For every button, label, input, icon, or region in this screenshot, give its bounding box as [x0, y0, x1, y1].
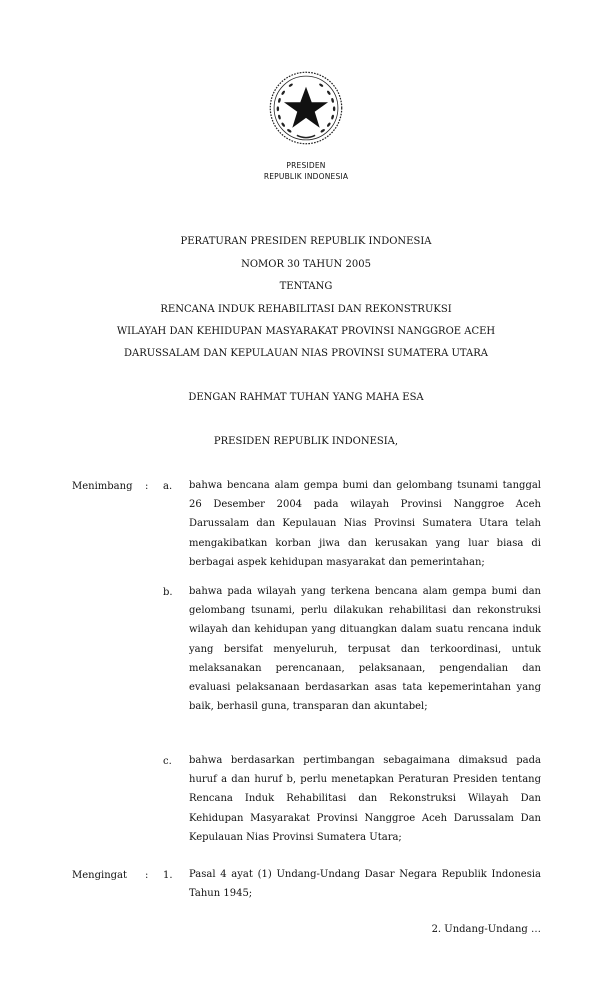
mengingat-colon: : — [145, 870, 149, 881]
menimbang-item-text: bahwa bencana alam gempa bumi dan gelombang tsunami tanggal 26 Desember 2004 pada wilayah Provinsi Nanggroe Aceh Darussalam dan Kepulauan Nias Provinsi Sumatera Utara telah mengakibatkan korban jiwa dan kerusakan yang luar biasa di berbagai aspek kehidupan masyarakat dan pemerintahan; — [189, 480, 541, 568]
mengingat-label: Mengingat — [72, 870, 128, 881]
regulation-number: NOMOR 30 TAHUN 2005 — [241, 259, 371, 270]
page-catchword: 2. Undang-Undang … — [431, 924, 541, 935]
president-heading: PRESIDEN REPUBLIK INDONESIA, — [213, 436, 399, 447]
menimbang-item-marker: a. — [163, 481, 173, 492]
regulation-title: PERATURAN PRESIDEN REPUBLIK INDONESIA — [180, 236, 432, 247]
mengingat-item-marker: 1. — [163, 870, 173, 881]
grace-statement: DENGAN RAHMAT TUHAN YANG MAHA ESA — [188, 392, 424, 403]
garuda-star-emblem-icon — [268, 70, 344, 146]
menimbang-item-text: bahwa berdasarkan pertimbangan sebagaimana dimaksud pada huruf a dan huruf b, perlu menetapkan Peraturan Presiden tentang Rencana Induk Rehabilitasi dan Rekonstruksi Wilayah Dan Kehidupan Masyarakat Provinsi Nanggroe Aceh Darussalam Dan Kepulauan Nias Provinsi Sumatera Utara; — [189, 755, 541, 843]
menimbang-colon: : — [145, 481, 149, 492]
regulation-tentang: TENTANG — [279, 281, 333, 292]
regulation-subject-line1: RENCANA INDUK REHABILITASI DAN REKONSTRUKSI — [160, 304, 452, 315]
menimbang-label: Menimbang — [72, 481, 133, 492]
regulation-subject-line3: DARUSSALAM DAN KEPULAUAN NIAS PROVINSI SUMATERA UTARA — [123, 348, 489, 359]
menimbang-item-marker: b. — [163, 587, 173, 598]
seal-caption-presiden: PRESIDEN — [286, 161, 326, 170]
mengingat-item-text: Pasal 4 ayat (1) Undang-Undang Dasar Negara Republik Indonesia Tahun 1945; — [189, 869, 541, 900]
menimbang-item-text: bahwa pada wilayah yang terkena bencana alam gempa bumi dan gelombang tsunami, perlu dilakukan rehabilitasi dan rekonstruksi wilayah dan kehidupan yang dituangkan dalam suatu rencana induk yang bersifat menyeluruh, terpusat dan terkoordinasi, untuk melaksanakan perencanaan, pelaksanaan, pengendalian dan evaluasi pelaksanaan berdasarkan asas tata kepemerintahan yang baik, berhasil guna, transparan dan akuntabel; — [189, 586, 541, 713]
regulation-subject-line2: WILAYAH DAN KEHIDUPAN MASYARAKAT PROVINSI NANGGROE ACEH — [116, 326, 496, 337]
seal-caption-republik: REPUBLIK INDONESIA — [263, 172, 349, 181]
menimbang-item-marker: c. — [163, 756, 172, 767]
